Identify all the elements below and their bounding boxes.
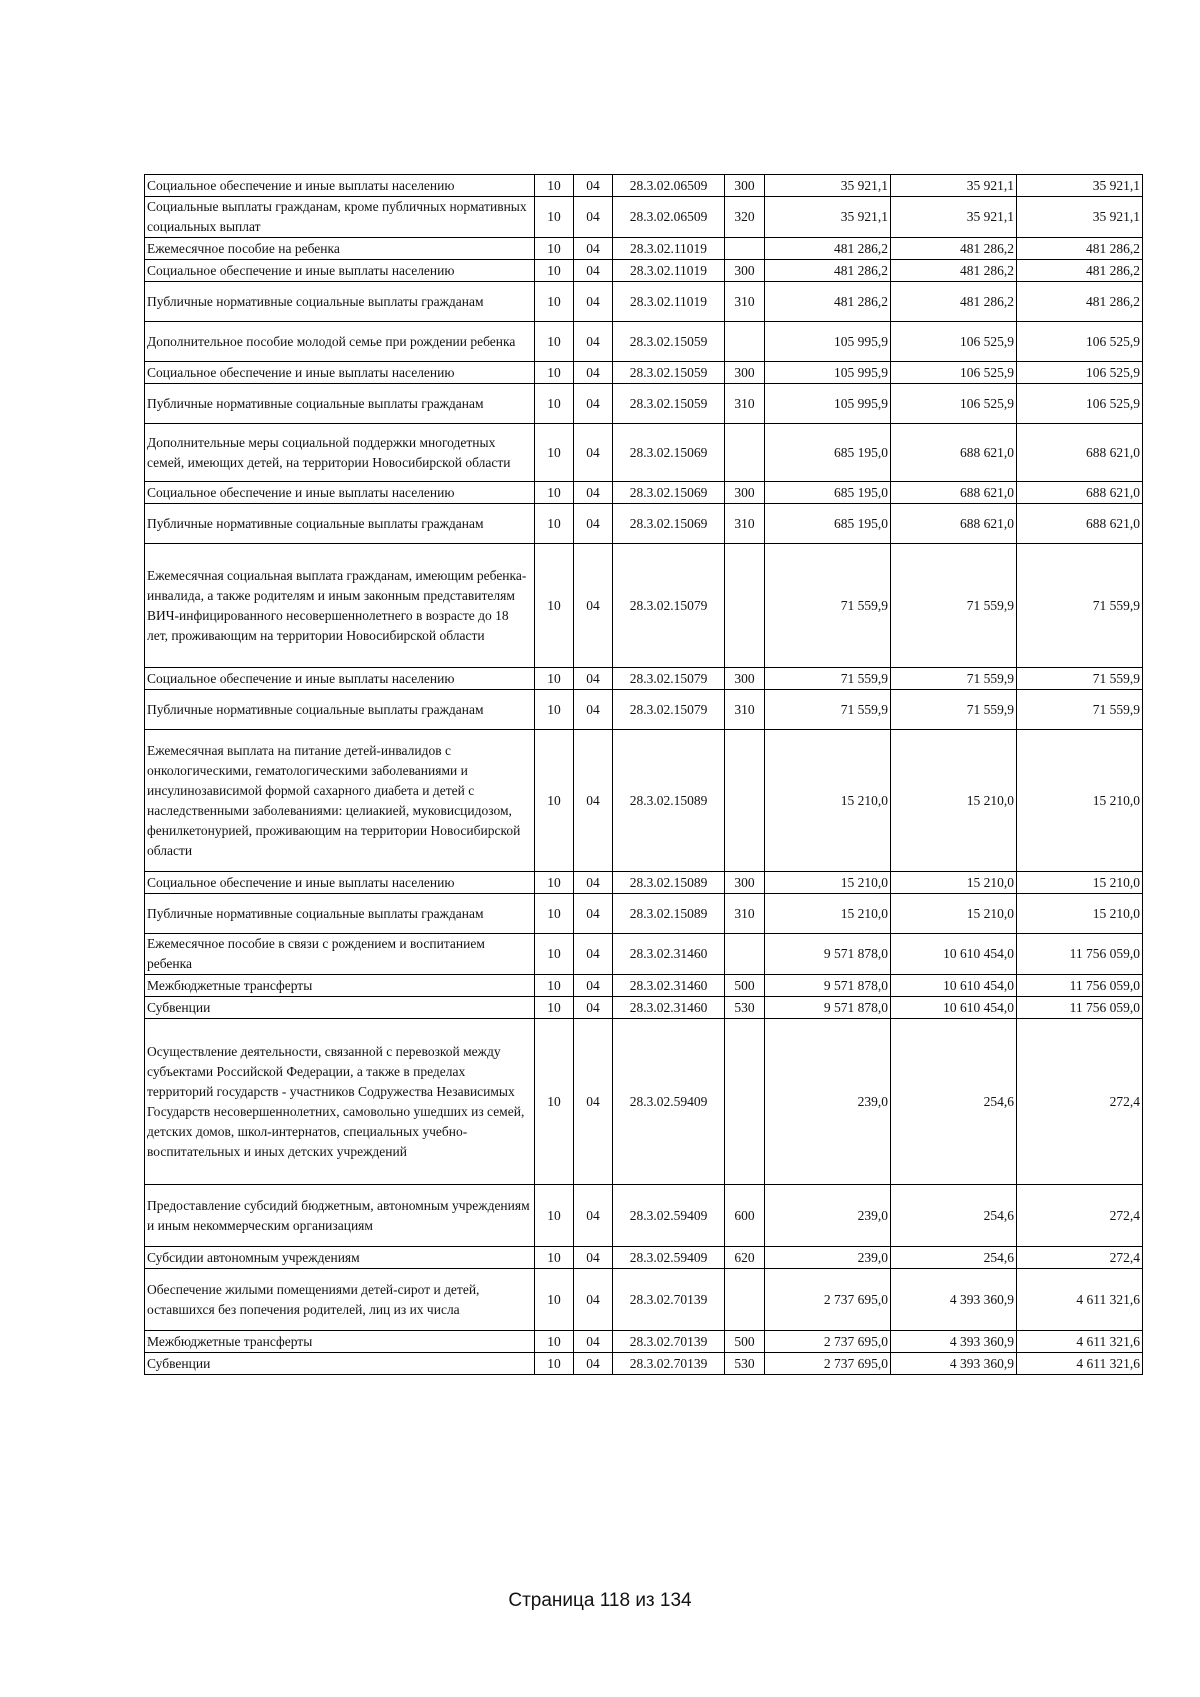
cell-name: Межбюджетные трансферты (145, 975, 535, 997)
page-number: Страница 118 из 134 (508, 1590, 692, 1611)
cell-section: 10 (535, 1331, 574, 1353)
cell-amount-year2: 4 393 360,9 (891, 1353, 1017, 1375)
cell-amount-year2: 481 286,2 (891, 282, 1017, 322)
cell-amount-year2: 15 210,0 (891, 872, 1017, 894)
cell-amount-year1: 2 737 695,0 (765, 1269, 891, 1331)
cell-name: Публичные нормативные социальные выплаты гражданам (145, 894, 535, 934)
cell-amount-year2: 254,6 (891, 1247, 1017, 1269)
cell-amount-year3: 15 210,0 (1017, 730, 1143, 872)
cell-amount-year1: 239,0 (765, 1247, 891, 1269)
cell-amount-year2: 254,6 (891, 1019, 1017, 1185)
cell-name: Ежемесячная выплата на питание детей-инвалидов с онкологическими, гематологическими заболеваниями и инсулинозависимой формой сахарного диабета и детей с наследственными заболеваниями: целиакией, муковисцидозом, фенилкетонурией, проживающим на территории Новосибирской области (145, 730, 535, 872)
cell-amount-year2: 254,6 (891, 1185, 1017, 1247)
cell-name: Ежемесячное пособие в связи с рождением и воспитанием ребенка (145, 934, 535, 975)
cell-amount-year3: 481 286,2 (1017, 282, 1143, 322)
cell-target-article: 28.3.02.15059 (613, 362, 725, 384)
cell-amount-year2: 10 610 454,0 (891, 975, 1017, 997)
cell-expense-type: 300 (725, 260, 765, 282)
cell-subsection: 04 (574, 934, 613, 975)
cell-target-article: 28.3.02.70139 (613, 1353, 725, 1375)
table-row (145, 482, 1143, 504)
cell-amount-year2: 481 286,2 (891, 238, 1017, 260)
cell-target-article: 28.3.02.06509 (613, 175, 725, 197)
cell-section: 10 (535, 872, 574, 894)
cell-amount-year1: 9 571 878,0 (765, 975, 891, 997)
cell-section: 10 (535, 175, 574, 197)
cell-name: Ежемесячное пособие на ребенка (145, 238, 535, 260)
table-row (145, 322, 1143, 362)
cell-section: 10 (535, 282, 574, 322)
cell-target-article: 28.3.02.15089 (613, 730, 725, 872)
table-row (145, 1019, 1143, 1185)
cell-amount-year1: 481 286,2 (765, 260, 891, 282)
cell-name: Социальное обеспечение и иные выплаты населению (145, 362, 535, 384)
cell-section: 10 (535, 1185, 574, 1247)
cell-expense-type: 620 (725, 1247, 765, 1269)
cell-amount-year2: 106 525,9 (891, 362, 1017, 384)
cell-expense-type: 300 (725, 175, 765, 197)
cell-subsection: 04 (574, 997, 613, 1019)
cell-amount-year1: 105 995,9 (765, 384, 891, 424)
table-row (145, 668, 1143, 690)
cell-amount-year1: 71 559,9 (765, 690, 891, 730)
cell-section: 10 (535, 482, 574, 504)
table-row (145, 934, 1143, 975)
cell-name: Социальное обеспечение и иные выплаты населению (145, 872, 535, 894)
cell-amount-year2: 71 559,9 (891, 544, 1017, 668)
cell-target-article: 28.3.02.15079 (613, 690, 725, 730)
cell-amount-year3: 11 756 059,0 (1017, 934, 1143, 975)
cell-section: 10 (535, 997, 574, 1019)
cell-expense-type: 300 (725, 362, 765, 384)
cell-amount-year1: 239,0 (765, 1019, 891, 1185)
cell-expense-type: 300 (725, 872, 765, 894)
cell-expense-type: 600 (725, 1185, 765, 1247)
cell-section: 10 (535, 238, 574, 260)
cell-amount-year3: 71 559,9 (1017, 690, 1143, 730)
cell-expense-type: 500 (725, 1331, 765, 1353)
cell-amount-year1: 35 921,1 (765, 175, 891, 197)
cell-target-article: 28.3.02.70139 (613, 1331, 725, 1353)
cell-amount-year3: 15 210,0 (1017, 894, 1143, 934)
table-row (145, 260, 1143, 282)
cell-section: 10 (535, 730, 574, 872)
cell-expense-type (725, 1269, 765, 1331)
cell-subsection: 04 (574, 1185, 613, 1247)
cell-subsection: 04 (574, 730, 613, 872)
budget-table (144, 174, 1143, 1375)
cell-amount-year2: 688 621,0 (891, 482, 1017, 504)
table-row (145, 872, 1143, 894)
cell-section: 10 (535, 975, 574, 997)
cell-expense-type: 310 (725, 282, 765, 322)
cell-amount-year2: 4 393 360,9 (891, 1331, 1017, 1353)
cell-amount-year3: 272,4 (1017, 1247, 1143, 1269)
cell-amount-year2: 106 525,9 (891, 322, 1017, 362)
cell-subsection: 04 (574, 197, 613, 238)
cell-amount-year2: 35 921,1 (891, 175, 1017, 197)
cell-subsection: 04 (574, 1019, 613, 1185)
cell-amount-year1: 685 195,0 (765, 424, 891, 482)
cell-target-article: 28.3.02.59409 (613, 1019, 725, 1185)
cell-amount-year3: 106 525,9 (1017, 384, 1143, 424)
cell-expense-type: 500 (725, 975, 765, 997)
cell-amount-year3: 4 611 321,6 (1017, 1331, 1143, 1353)
table-row (145, 730, 1143, 872)
cell-subsection: 04 (574, 482, 613, 504)
cell-subsection: 04 (574, 690, 613, 730)
cell-name: Осуществление деятельности, связанной с перевозкой между субъектами Российской Федерации, а также в пределах территорий государств - участников Содружества Независимых Государств несовершеннолетних, самовольно ушедших из семей, детских домов, школ-интернатов, специальных учебно-воспитательных и иных детских учреждений (145, 1019, 535, 1185)
cell-amount-year3: 15 210,0 (1017, 872, 1143, 894)
cell-name: Публичные нормативные социальные выплаты гражданам (145, 690, 535, 730)
cell-expense-type: 530 (725, 997, 765, 1019)
cell-expense-type: 310 (725, 690, 765, 730)
cell-amount-year1: 9 571 878,0 (765, 934, 891, 975)
cell-amount-year3: 35 921,1 (1017, 197, 1143, 238)
cell-target-article: 28.3.02.59409 (613, 1185, 725, 1247)
cell-amount-year3: 4 611 321,6 (1017, 1269, 1143, 1331)
cell-amount-year3: 71 559,9 (1017, 544, 1143, 668)
cell-amount-year2: 15 210,0 (891, 730, 1017, 872)
cell-section: 10 (535, 197, 574, 238)
cell-expense-type: 320 (725, 197, 765, 238)
cell-subsection: 04 (574, 975, 613, 997)
cell-amount-year1: 15 210,0 (765, 894, 891, 934)
cell-target-article: 28.3.02.11019 (613, 238, 725, 260)
cell-amount-year3: 481 286,2 (1017, 260, 1143, 282)
cell-amount-year2: 688 621,0 (891, 424, 1017, 482)
cell-amount-year3: 688 621,0 (1017, 424, 1143, 482)
cell-section: 10 (535, 1019, 574, 1185)
cell-subsection: 04 (574, 544, 613, 668)
cell-expense-type: 310 (725, 504, 765, 544)
cell-expense-type (725, 934, 765, 975)
cell-amount-year2: 10 610 454,0 (891, 997, 1017, 1019)
cell-amount-year2: 10 610 454,0 (891, 934, 1017, 975)
cell-name: Межбюджетные трансферты (145, 1331, 535, 1353)
cell-target-article: 28.3.02.59409 (613, 1247, 725, 1269)
cell-section: 10 (535, 934, 574, 975)
cell-amount-year3: 11 756 059,0 (1017, 975, 1143, 997)
cell-expense-type (725, 1019, 765, 1185)
table-row (145, 997, 1143, 1019)
cell-amount-year2: 688 621,0 (891, 504, 1017, 544)
cell-amount-year2: 481 286,2 (891, 260, 1017, 282)
table-row (145, 282, 1143, 322)
cell-expense-type: 300 (725, 482, 765, 504)
table-row (145, 504, 1143, 544)
cell-amount-year1: 71 559,9 (765, 668, 891, 690)
cell-expense-type (725, 424, 765, 482)
cell-amount-year2: 35 921,1 (891, 197, 1017, 238)
cell-target-article: 28.3.02.31460 (613, 934, 725, 975)
table-row (145, 1247, 1143, 1269)
table-row (145, 690, 1143, 730)
cell-amount-year1: 71 559,9 (765, 544, 891, 668)
cell-target-article: 28.3.02.11019 (613, 260, 725, 282)
table-row (145, 544, 1143, 668)
cell-amount-year3: 11 756 059,0 (1017, 997, 1143, 1019)
cell-subsection: 04 (574, 260, 613, 282)
cell-target-article: 28.3.02.15069 (613, 504, 725, 544)
cell-subsection: 04 (574, 362, 613, 384)
cell-section: 10 (535, 424, 574, 482)
cell-section: 10 (535, 690, 574, 730)
cell-subsection: 04 (574, 384, 613, 424)
cell-subsection: 04 (574, 282, 613, 322)
cell-section: 10 (535, 260, 574, 282)
cell-target-article: 28.3.02.15059 (613, 322, 725, 362)
cell-subsection: 04 (574, 894, 613, 934)
cell-amount-year2: 71 559,9 (891, 668, 1017, 690)
table-row (145, 424, 1143, 482)
cell-name: Социальные выплаты гражданам, кроме публичных нормативных социальных выплат (145, 197, 535, 238)
cell-amount-year1: 15 210,0 (765, 872, 891, 894)
cell-amount-year3: 272,4 (1017, 1185, 1143, 1247)
cell-expense-type (725, 322, 765, 362)
cell-subsection: 04 (574, 668, 613, 690)
cell-amount-year3: 4 611 321,6 (1017, 1353, 1143, 1375)
cell-expense-type (725, 730, 765, 872)
cell-amount-year1: 9 571 878,0 (765, 997, 891, 1019)
table-row (145, 384, 1143, 424)
table-row (145, 975, 1143, 997)
cell-name: Публичные нормативные социальные выплаты гражданам (145, 282, 535, 322)
cell-target-article: 28.3.02.15089 (613, 872, 725, 894)
cell-expense-type: 310 (725, 384, 765, 424)
cell-amount-year3: 272,4 (1017, 1019, 1143, 1185)
cell-expense-type (725, 544, 765, 668)
cell-amount-year2: 106 525,9 (891, 384, 1017, 424)
cell-section: 10 (535, 504, 574, 544)
cell-section: 10 (535, 384, 574, 424)
cell-target-article: 28.3.02.70139 (613, 1269, 725, 1331)
table-body (145, 175, 1143, 1375)
cell-section: 10 (535, 322, 574, 362)
cell-subsection: 04 (574, 424, 613, 482)
cell-amount-year1: 35 921,1 (765, 197, 891, 238)
table-row (145, 362, 1143, 384)
table-row (145, 1185, 1143, 1247)
cell-amount-year1: 15 210,0 (765, 730, 891, 872)
cell-target-article: 28.3.02.15089 (613, 894, 725, 934)
cell-amount-year1: 481 286,2 (765, 238, 891, 260)
cell-target-article: 28.3.02.06509 (613, 197, 725, 238)
cell-subsection: 04 (574, 175, 613, 197)
cell-section: 10 (535, 362, 574, 384)
cell-amount-year3: 481 286,2 (1017, 238, 1143, 260)
cell-name: Публичные нормативные социальные выплаты гражданам (145, 384, 535, 424)
cell-name: Дополнительное пособие молодой семье при рождении ребенка (145, 322, 535, 362)
cell-amount-year2: 15 210,0 (891, 894, 1017, 934)
cell-expense-type: 300 (725, 668, 765, 690)
cell-amount-year3: 106 525,9 (1017, 322, 1143, 362)
cell-expense-type: 310 (725, 894, 765, 934)
cell-name: Субвенции (145, 1353, 535, 1375)
cell-target-article: 28.3.02.15069 (613, 482, 725, 504)
cell-amount-year1: 685 195,0 (765, 482, 891, 504)
cell-amount-year3: 106 525,9 (1017, 362, 1143, 384)
cell-target-article: 28.3.02.15059 (613, 384, 725, 424)
cell-name: Дополнительные меры социальной поддержки многодетных семей, имеющих детей, на территории Новосибирской области (145, 424, 535, 482)
cell-name: Обеспечение жилыми помещениями детей-сирот и детей, оставшихся без попечения родителей, лиц из их числа (145, 1269, 535, 1331)
cell-subsection: 04 (574, 1353, 613, 1375)
cell-subsection: 04 (574, 872, 613, 894)
cell-name: Ежемесячная социальная выплата гражданам, имеющим ребенка-инвалида, а также родителям и иным законным представителям ВИЧ-инфицированного несовершеннолетнего в возрасте до 18 лет, проживающим на территории Новосибирской области (145, 544, 535, 668)
cell-name: Социальное обеспечение и иные выплаты населению (145, 260, 535, 282)
cell-subsection: 04 (574, 238, 613, 260)
cell-amount-year2: 4 393 360,9 (891, 1269, 1017, 1331)
cell-section: 10 (535, 1353, 574, 1375)
cell-amount-year1: 105 995,9 (765, 362, 891, 384)
cell-subsection: 04 (574, 322, 613, 362)
cell-amount-year1: 239,0 (765, 1185, 891, 1247)
cell-amount-year1: 481 286,2 (765, 282, 891, 322)
cell-expense-type: 530 (725, 1353, 765, 1375)
cell-amount-year3: 35 921,1 (1017, 175, 1143, 197)
cell-amount-year1: 105 995,9 (765, 322, 891, 362)
table-row (145, 1331, 1143, 1353)
cell-subsection: 04 (574, 504, 613, 544)
cell-name: Публичные нормативные социальные выплаты гражданам (145, 504, 535, 544)
cell-name: Предоставление субсидий бюджетным, автономным учреждениям и иным некоммерческим организациям (145, 1185, 535, 1247)
table-row (145, 894, 1143, 934)
table-row (145, 1269, 1143, 1331)
cell-subsection: 04 (574, 1247, 613, 1269)
table-row (145, 197, 1143, 238)
cell-amount-year3: 688 621,0 (1017, 482, 1143, 504)
cell-target-article: 28.3.02.15079 (613, 668, 725, 690)
table-row (145, 175, 1143, 197)
cell-section: 10 (535, 668, 574, 690)
cell-amount-year1: 685 195,0 (765, 504, 891, 544)
cell-amount-year2: 71 559,9 (891, 690, 1017, 730)
cell-subsection: 04 (574, 1331, 613, 1353)
cell-section: 10 (535, 1247, 574, 1269)
cell-amount-year3: 688 621,0 (1017, 504, 1143, 544)
cell-subsection: 04 (574, 1269, 613, 1331)
table-row (145, 1353, 1143, 1375)
cell-name: Субсидии автономным учреждениям (145, 1247, 535, 1269)
cell-target-article: 28.3.02.31460 (613, 997, 725, 1019)
cell-name: Социальное обеспечение и иные выплаты населению (145, 668, 535, 690)
cell-target-article: 28.3.02.15069 (613, 424, 725, 482)
table-row (145, 238, 1143, 260)
cell-section: 10 (535, 894, 574, 934)
cell-section: 10 (535, 1269, 574, 1331)
cell-name: Субвенции (145, 997, 535, 1019)
cell-target-article: 28.3.02.11019 (613, 282, 725, 322)
cell-amount-year1: 2 737 695,0 (765, 1331, 891, 1353)
cell-amount-year3: 71 559,9 (1017, 668, 1143, 690)
cell-expense-type (725, 238, 765, 260)
cell-name: Социальное обеспечение и иные выплаты населению (145, 482, 535, 504)
cell-amount-year1: 2 737 695,0 (765, 1353, 891, 1375)
cell-name: Социальное обеспечение и иные выплаты населению (145, 175, 535, 197)
cell-target-article: 28.3.02.31460 (613, 975, 725, 997)
cell-target-article: 28.3.02.15079 (613, 544, 725, 668)
cell-section: 10 (535, 544, 574, 668)
